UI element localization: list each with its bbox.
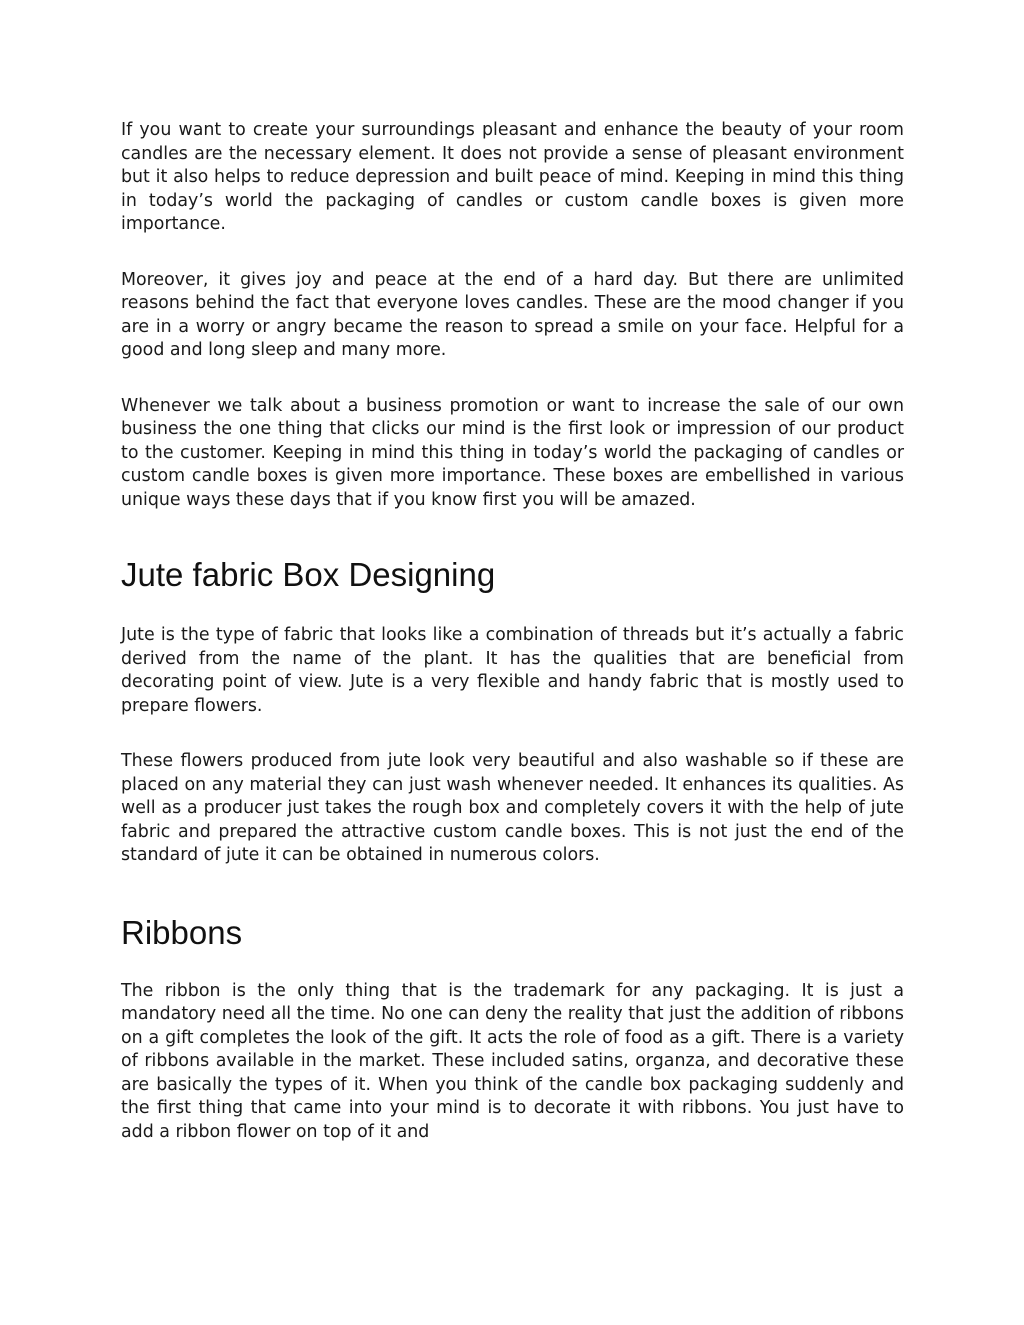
intro-paragraph-1: If you want to create your surroundings pleasant and enhance the beauty of your room candles are the necessary element. It does not provide a sense of pleasant environment but it also helps to reduce depression and built peace of mind. Keeping in mind this thing in today’s world the packaging of candles or custom candle boxes is given more importance. (121, 120, 904, 234)
ribbons-section-heading: Ribbons (121, 913, 243, 951)
intro-paragraph-3: Whenever we talk about a business promotion or want to increase the sale of our own business the one thing that clicks our mind is the first look or impression of our product to the customer. Keeping in mind this thing in today’s world the packaging of candles or custom candle boxes is given more importance. These boxes are embellished in various unique ways these days that if you know first you will be amazed. (121, 395, 904, 510)
ribbons-paragraph-1: The ribbon is the only thing that is the trademark for any packaging. It is just a mandatory need all the time. No one can deny the reality that just the addition of ribbons on a gift completes the look of the gift. It acts the role of food as a gift. There is a variety of ribbons available in the market. These included satins, organza, and decorative these are basically the types of it. When you think of the candle box packaging suddenly and the first thing that came into your mind is to decorate it with ribbons. You just have to add a ribbon flower on top of it and (121, 980, 904, 1142)
jute-paragraph-2: These flowers produced from jute look very beautiful and also washable so if these are placed on any material they can just wash whenever needed. It enhances its qualities. As well as a producer just takes the rough box and completely covers it with the help of jute fabric and prepared the attractive custom candle boxes. This is not just the end of the standard of jute it can be obtained in numerous colors. (121, 751, 904, 865)
jute-section-heading: Jute fabric Box Designing (121, 556, 496, 593)
intro-paragraph-2: Moreover, it gives joy and peace at the end of a hard day. But there are unlimited reasons behind the fact that everyone loves candles. These are the mood changer if you are in a worry or angry became the reason to spread a smile on your face. Helpful for a good and long sleep and many more. (121, 269, 904, 360)
document-page (121, 119, 904, 1144)
jute-paragraph-1: Jute is the type of fabric that looks like a combination of threads but it’s actually a fabric derived from the name of the plant. It has the qualities that are beneficial from decorating point of view. Jute is a very flexible and handy fabric that is mostly used to prepare flowers. (121, 625, 904, 716)
